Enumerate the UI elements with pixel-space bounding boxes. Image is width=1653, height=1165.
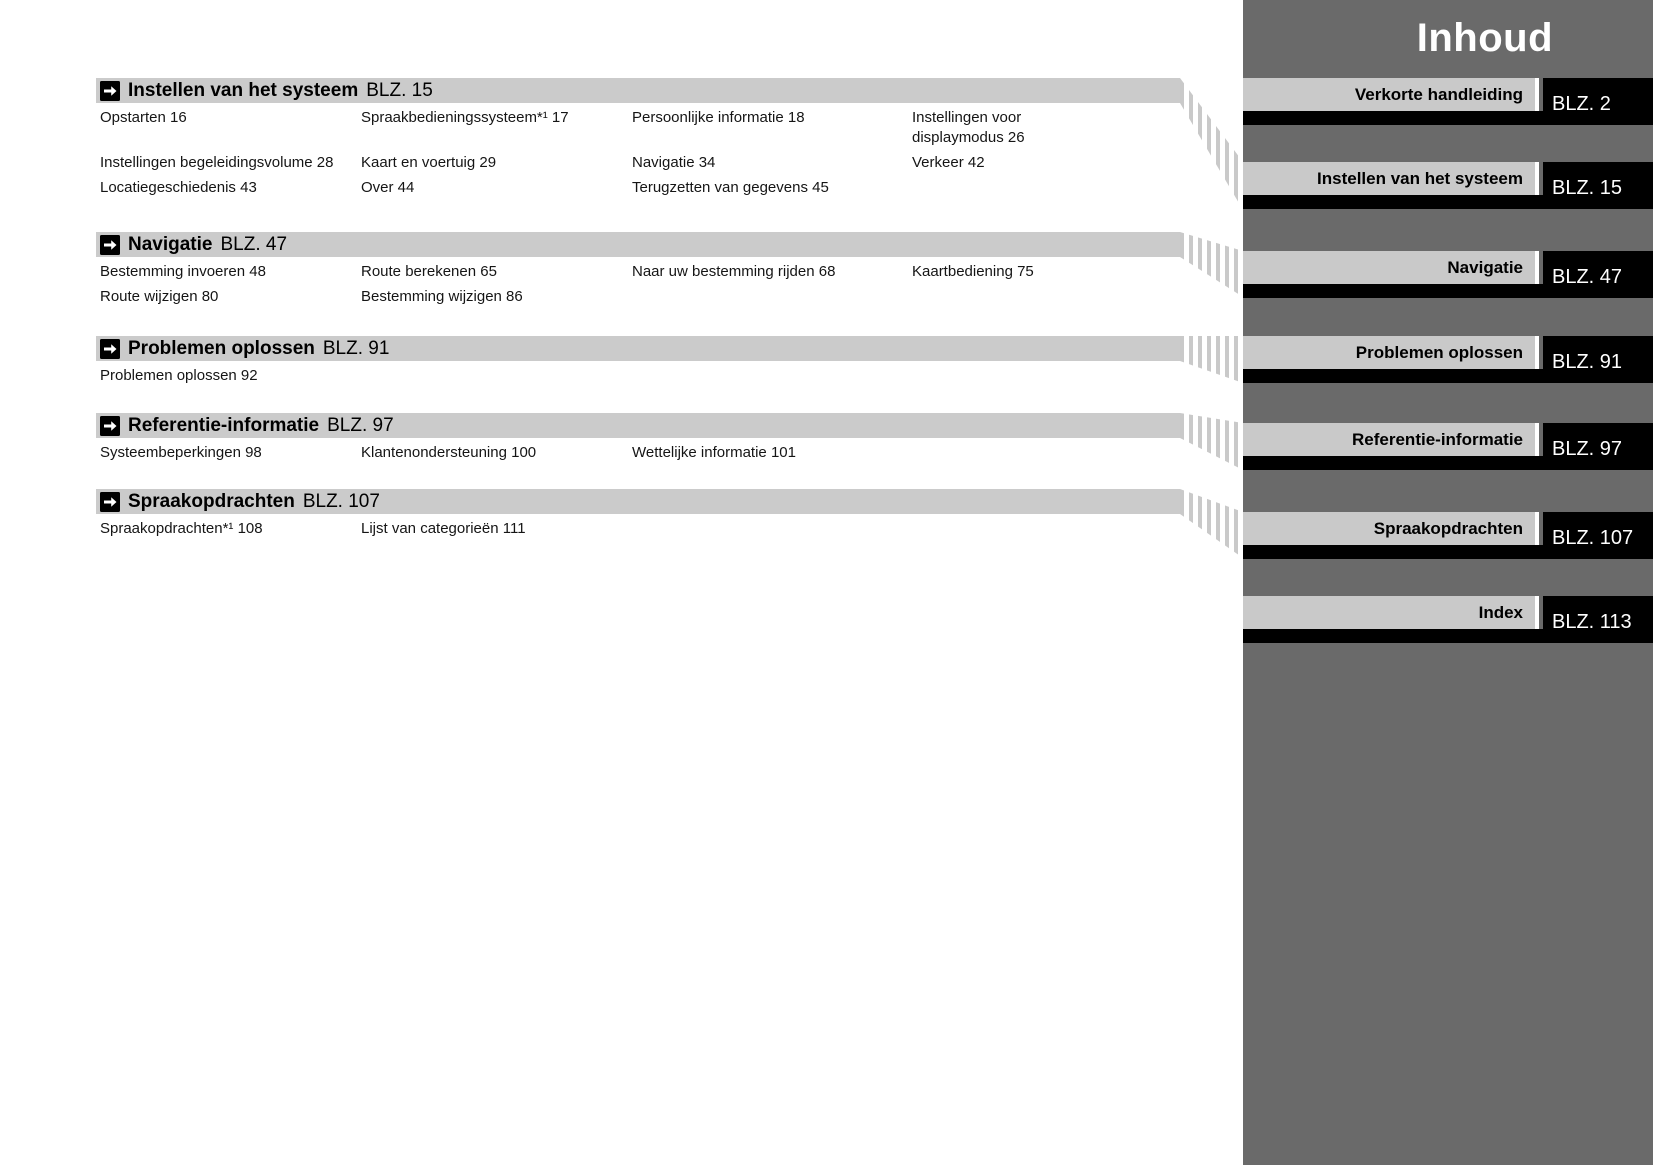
jump-arrow-icon	[100, 235, 120, 255]
toc-item[interactable]: Problemen oplossen 92	[100, 367, 258, 384]
toc-item[interactable]: Kaart en voertuig 29	[361, 154, 497, 171]
section-page-ref: BLZ. 91	[322, 337, 390, 359]
section-header[interactable]	[96, 232, 1180, 257]
toc-item[interactable]: Persoonlijke informatie 18	[632, 109, 805, 126]
tab-page-ref: BLZ. 97	[1543, 423, 1653, 470]
sidebar-tab-instellen-van-het-systeem[interactable]	[1243, 162, 1653, 209]
tab-page-ref: BLZ. 113	[1543, 596, 1653, 643]
section-page-ref: BLZ. 107	[302, 490, 380, 512]
section-header[interactable]	[96, 413, 1180, 438]
sidebar-tab-referentie-informatie[interactable]	[1243, 423, 1653, 470]
sidebar-tab-navigatie[interactable]	[1243, 251, 1653, 298]
tab-label[interactable]: Referentie-informatie	[1243, 423, 1539, 456]
fold-stripes	[1180, 232, 1243, 297]
tab-label[interactable]: Spraakopdrachten	[1243, 512, 1539, 545]
section-items	[96, 366, 1180, 386]
tab-label[interactable]: Index	[1243, 596, 1539, 629]
tab-label[interactable]: Problemen oplossen	[1243, 336, 1539, 369]
section-header[interactable]	[96, 78, 1180, 103]
sidebar-tab-problemen-oplossen[interactable]	[1243, 336, 1653, 383]
section-items	[96, 108, 1180, 198]
jump-arrow-icon	[100, 339, 120, 359]
toc-item[interactable]: Locatiegeschiedenis 43	[100, 179, 257, 196]
tab-page-ref: BLZ. 15	[1543, 162, 1653, 209]
fold-stripes	[1180, 489, 1243, 558]
toc-item[interactable]: Route wijzigen 80	[100, 288, 219, 305]
section-header[interactable]	[96, 489, 1180, 514]
section-items	[96, 519, 1180, 539]
fold-stripes	[1180, 336, 1243, 383]
section-title: Problemen oplossen	[128, 337, 315, 359]
section-problemen-oplossen	[96, 336, 1180, 386]
toc-item[interactable]: Spraakopdrachten*¹ 108	[100, 520, 263, 537]
fold-stripes	[1180, 413, 1243, 470]
toc-item[interactable]: Opstarten 16	[100, 109, 187, 126]
toc-item[interactable]: Over 44	[361, 179, 415, 196]
section-title: Referentie-informatie	[128, 414, 320, 436]
section-header[interactable]	[96, 336, 1180, 361]
section-spraakopdrachten	[96, 489, 1180, 539]
tab-label[interactable]: Verkorte handleiding	[1243, 78, 1539, 111]
tab-page-ref: BLZ. 2	[1543, 78, 1653, 125]
page-title: Inhoud	[1416, 16, 1553, 60]
section-page-ref: BLZ. 15	[366, 79, 433, 101]
tab-label[interactable]: Navigatie	[1243, 251, 1539, 284]
section-title: Instellen van het systeem	[128, 79, 359, 101]
jump-arrow-icon	[100, 492, 120, 512]
toc-item[interactable]: Instellingen voor displaymodus 26	[912, 109, 1025, 146]
section-instellen-van-het-systeem	[96, 78, 1180, 198]
toc-item[interactable]: Bestemming wijzigen 86	[361, 288, 523, 305]
toc-item[interactable]: Klantenondersteuning 100	[361, 444, 537, 461]
tab-page-ref: BLZ. 91	[1543, 336, 1653, 383]
toc-item[interactable]: Kaartbediening 75	[912, 263, 1034, 280]
sidebar-tab-index[interactable]	[1243, 596, 1653, 643]
section-page-ref: BLZ. 47	[220, 233, 288, 255]
section-page-ref: BLZ. 97	[327, 414, 394, 436]
toc-item[interactable]: Instellingen begeleidingsvolume 28	[100, 154, 334, 171]
section-items	[96, 443, 1180, 463]
toc-item[interactable]: Verkeer 42	[912, 154, 985, 171]
section-referentie-informatie	[96, 413, 1180, 463]
section-title: Spraakopdrachten	[128, 490, 295, 512]
toc-item[interactable]: Navigatie 34	[632, 154, 716, 171]
jump-arrow-icon	[100, 81, 120, 101]
sidebar-tab-spraakopdrachten[interactable]	[1243, 512, 1653, 559]
tab-page-ref: BLZ. 47	[1543, 251, 1653, 298]
toc-item[interactable]: Route berekenen 65	[361, 263, 497, 280]
tab-label[interactable]: Instellen van het systeem	[1243, 162, 1539, 195]
section-navigatie	[96, 232, 1180, 307]
section-items	[96, 262, 1180, 307]
toc-item[interactable]: Lijst van categorieën 111	[361, 520, 526, 537]
toc-item[interactable]: Wettelijke informatie 101	[632, 444, 796, 461]
fold-stripes	[1180, 78, 1243, 210]
toc-item[interactable]: Systeembeperkingen 98	[100, 444, 262, 461]
jump-arrow-icon	[100, 416, 120, 436]
tab-page-ref: BLZ. 107	[1543, 512, 1653, 559]
section-title: Navigatie	[128, 233, 213, 255]
toc-item[interactable]: Bestemming invoeren 48	[100, 263, 266, 280]
toc-item[interactable]: Naar uw bestemming rijden 68	[632, 263, 836, 280]
sidebar-tab-verkorte-handleiding[interactable]	[1243, 78, 1653, 125]
toc-item[interactable]: Spraakbedieningssysteem*¹ 17	[361, 109, 569, 126]
contents-sidebar	[1243, 0, 1653, 1165]
toc-item[interactable]: Terugzetten van gegevens 45	[632, 179, 829, 196]
